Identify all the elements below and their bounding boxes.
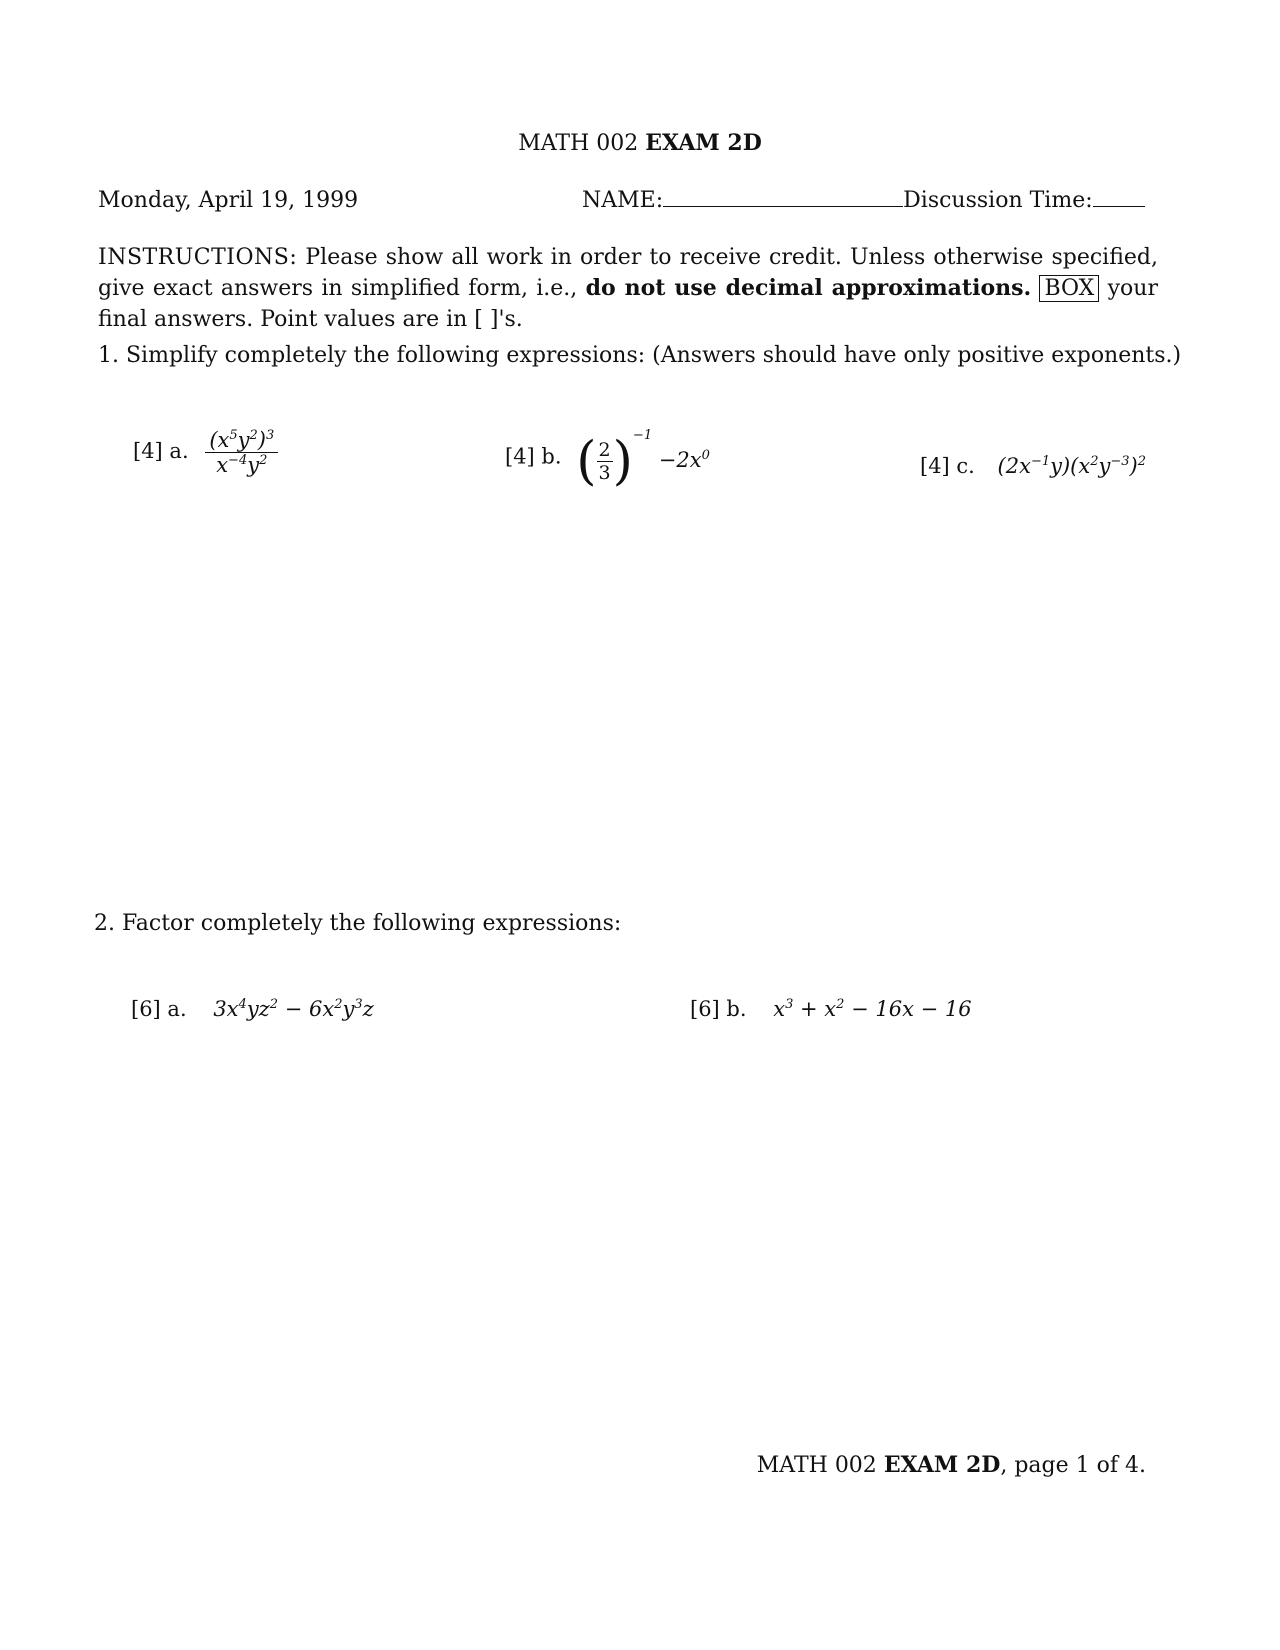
instructions-bold: do not use decimal approximations. — [585, 275, 1032, 301]
q2-prompt: 2. Factor completely the following expressions: — [94, 911, 622, 936]
q2a-label: [6] a. — [131, 997, 187, 1021]
discussion-label: Discussion Time: — [903, 188, 1093, 213]
page-title — [0, 130, 1280, 156]
instructions-text-1: Please show all work in order to receive credit. Unless otherwise specified, give exact answers in simplified form, i.e., — [98, 245, 1158, 301]
q1c-label: [4] c. — [920, 454, 975, 478]
footer-prefix: MATH 002 — [756, 1453, 877, 1478]
q1a — [133, 428, 278, 477]
q2b — [690, 997, 972, 1021]
q1b-label: [4] b. — [505, 444, 562, 469]
q1a-expression: $\frac{(x^5y^2)^3}{x^{-4}y^2}$ — [205, 428, 278, 477]
instructions-label: INSTRUCTIONS: — [98, 245, 298, 270]
name-blank[interactable] — [663, 205, 903, 207]
q1b-expression: ( $\frac{2}{3}$ )$^{-1} -2x^0$ — [576, 428, 710, 492]
q1b — [505, 428, 710, 492]
q2a-expression: $3x^4yz^2 - 6x^2y^3z$ — [213, 997, 374, 1021]
instructions-text-2: your final answers. Point values are in [ ]'s. — [98, 276, 1158, 332]
page-footer — [757, 1452, 1146, 1478]
q1a-label: [4] a. — [133, 439, 189, 463]
q2b-label: [6] b. — [690, 997, 747, 1021]
q1-prompt: 1. Simplify completely the following expressions: (Answers should have only positive exponents.) — [98, 343, 1182, 368]
name-label: NAME: — [582, 188, 664, 213]
discussion-blank[interactable] — [1093, 205, 1145, 207]
title-prefix: MATH 002 — [518, 131, 639, 156]
q2b-expression: $x^3 + x^2 - 16x - 16$ — [773, 997, 972, 1021]
box-word: BOX — [1039, 275, 1099, 302]
footer-bold: EXAM 2D — [883, 1452, 1001, 1478]
q1c-expression: $(2x^{-1}y)(x^2y^{-3})^2$ — [997, 454, 1147, 478]
name-discussion-row — [582, 188, 1145, 213]
instructions — [98, 242, 1158, 335]
exam-date: Monday, April 19, 1999 — [98, 188, 359, 213]
q1c — [920, 454, 1146, 478]
footer-suffix: , page 1 of 4. — [1000, 1453, 1146, 1478]
q2a — [131, 997, 374, 1021]
title-bold: EXAM 2D — [645, 130, 762, 156]
